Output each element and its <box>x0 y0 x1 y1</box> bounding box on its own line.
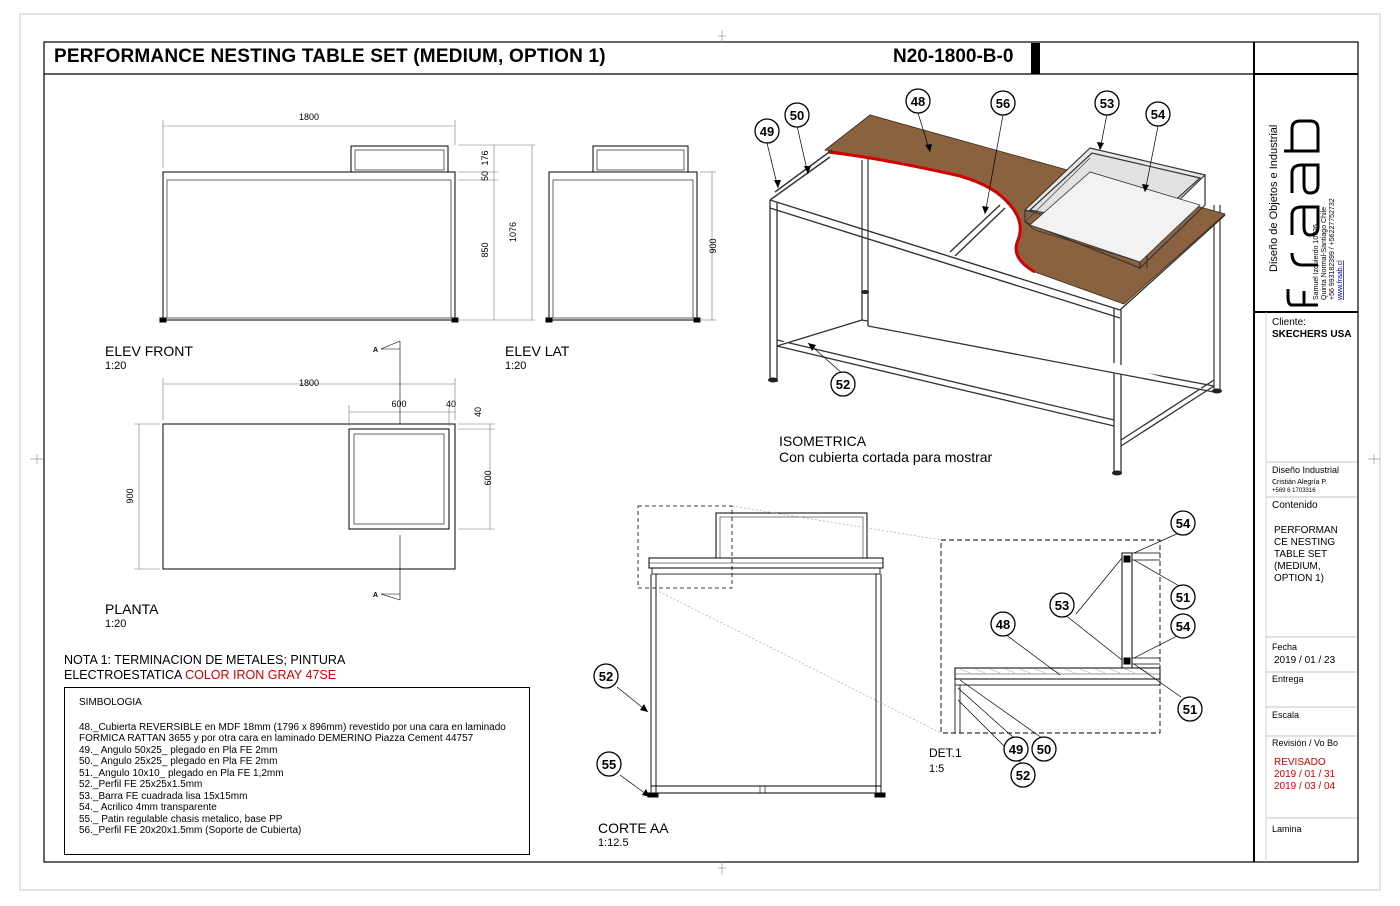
elev-lat-view <box>546 146 716 322</box>
view-label-det: DET.1 <box>929 746 962 760</box>
view-label-isometrica: ISOMETRICA <box>779 433 867 449</box>
dim-plan-900: 900 <box>125 488 135 504</box>
callout-text: 53 <box>1099 96 1115 111</box>
delivery-label: Entrega <box>1272 674 1304 684</box>
callout-text: 54 <box>1150 107 1166 122</box>
content-line: OPTION 1) <box>1274 573 1325 584</box>
phone-numbers: +56 993182399 / +56227752732 <box>1329 198 1336 300</box>
view-scale-planta: 1:20 <box>105 618 127 630</box>
revised-date: 2019 / 01 / 31 <box>1274 769 1336 780</box>
callout-text: 48 <box>910 94 926 109</box>
date-value: 2019 / 01 / 23 <box>1274 655 1336 666</box>
dim-front-width: 1800 <box>298 112 320 122</box>
callout-text: 52 <box>598 669 614 684</box>
designer-phone: +569 6 1703316 <box>1272 488 1316 494</box>
address-line-1: Samuel Izquierdo 10726 <box>1313 224 1320 300</box>
view-scale-det: 1:5 <box>929 763 945 775</box>
dim-plan-600: 600 <box>391 399 407 409</box>
legend-item: 55._ Patin regulable chasis metalico, base PP <box>79 813 283 825</box>
content-label: Contenido <box>1272 500 1318 511</box>
content-text <box>1274 525 1338 585</box>
callout-text: 52 <box>1015 768 1031 783</box>
legend-item: 52._Perfil FE 25x25x1.5mm <box>79 779 203 790</box>
callout-text: 52 <box>835 377 851 392</box>
dim-plan-1800: 1800 <box>298 378 320 388</box>
callout-text: 49 <box>1008 742 1024 757</box>
designer-name: Cristián Alegría P. <box>1272 479 1328 486</box>
content-line: TABLE SET <box>1274 549 1328 560</box>
dim-lat-900: 900 <box>708 238 718 254</box>
view-scale-corte: 1:12.5 <box>598 837 629 849</box>
view-scale-elev-lat: 1:20 <box>505 360 527 372</box>
callout-text: 51 <box>1182 702 1198 717</box>
dim-plan-40: 40 <box>445 399 457 409</box>
drawing-title: PERFORMANCE NESTING TABLE SET (MEDIUM, OPTION 1) <box>54 46 606 67</box>
view-label-elev-lat: ELEV LAT <box>505 343 570 359</box>
finish-note-text: NOTA 1: TERMINACION DE METALES; PINTURA ELECTROESTATICA <box>64 653 345 682</box>
section-mark-bottom: A <box>373 592 379 599</box>
legend-item: 56._Perfil FE 20x20x1.5mm (Soporte de Cubierta) <box>79 825 302 836</box>
legend-item: 50._ Angulo 25x25_ plegado en Pla FE 2mm <box>79 756 278 767</box>
scale-label: Escala <box>1272 710 1300 720</box>
legend-item: 49._ Angulo 50x25_ plegado en Pla FE 2mm <box>79 744 278 756</box>
elev-front-view <box>160 120 535 322</box>
callout-text: 55 <box>601 757 617 772</box>
legend-item: 54._ Acrilico 4mm transparente <box>79 802 217 813</box>
callout-text: 50 <box>1036 742 1052 757</box>
callout-text: 49 <box>759 124 775 139</box>
view-label-corte: CORTE AA <box>598 820 669 836</box>
legend-heading: SIMBOLOGIA <box>79 697 142 708</box>
date-label: Fecha <box>1272 642 1298 652</box>
design-label: Diseño Industrial <box>1272 465 1340 475</box>
legend-box <box>64 687 530 855</box>
revised-date: 2019 / 03 / 04 <box>1274 781 1336 792</box>
dim-front-1076: 1076 <box>508 221 518 243</box>
callout-text: 50 <box>789 108 805 123</box>
drawing-code: N20-1800-B-0 <box>893 46 1014 67</box>
legend-item: 48._Cubierta REVERSIBLE en MDF 18mm (1796 x 896mm) revestido por una cara en laminado FORMICA RATTAN 3655 y por otra cara en laminado DEMERINO Piazza Cement 44757 <box>79 721 506 744</box>
website-link: www.fraab.cl <box>1337 260 1344 300</box>
company-tagline: Diseño de Objetos e Industrial <box>1268 124 1280 272</box>
callout-text: 53 <box>1054 598 1070 613</box>
view-scale-elev-front: 1:20 <box>105 360 127 372</box>
callout-text: 54 <box>1175 619 1191 634</box>
dim-front-176: 176 <box>480 150 490 166</box>
dim-plan-600v: 600 <box>483 470 493 486</box>
callout-text: 56 <box>995 96 1011 111</box>
callout-text: 54 <box>1175 516 1191 531</box>
header-block-bar <box>1031 43 1040 74</box>
dim-plan-40v: 40 <box>473 406 483 418</box>
client-name: SKECHERS USA <box>1272 329 1352 340</box>
revision-label: Revisión / Vo Bo <box>1272 738 1339 748</box>
legend-item: 53._Barra FE cuadrada lisa 15x15mm <box>79 790 248 802</box>
content-line: PERFORMAN <box>1274 525 1338 536</box>
isometric-view <box>767 113 1225 476</box>
callout-text: 48 <box>995 617 1011 632</box>
finish-note <box>64 653 364 683</box>
content-line: CE NESTING <box>1274 537 1336 548</box>
address-line-2: Quinta Normal-Santiago Chile <box>1321 207 1328 300</box>
callout-text: 51 <box>1175 590 1191 605</box>
content-line: (MEDIUM, <box>1274 561 1321 572</box>
view-label-elev-front: ELEV FRONT <box>105 343 193 359</box>
section-mark-top: A <box>373 347 379 354</box>
finish-note-color: COLOR IRON GRAY 47SE <box>185 668 337 682</box>
dim-front-850: 850 <box>480 242 490 258</box>
revised-label: REVISADO <box>1274 757 1326 768</box>
view-label-planta: PLANTA <box>105 601 159 617</box>
view-sub-isometrica: Con cubierta cortada para mostrar <box>779 449 993 465</box>
section-view <box>638 506 941 797</box>
client-label: Cliente: <box>1272 317 1306 328</box>
legend-item: 51._Angulo 10x10_ plegado en Pla FE 1,2mm <box>79 767 284 779</box>
sheet-label: Lamina <box>1272 824 1302 834</box>
detail-view <box>941 540 1160 733</box>
dim-front-50: 50 <box>480 170 490 182</box>
